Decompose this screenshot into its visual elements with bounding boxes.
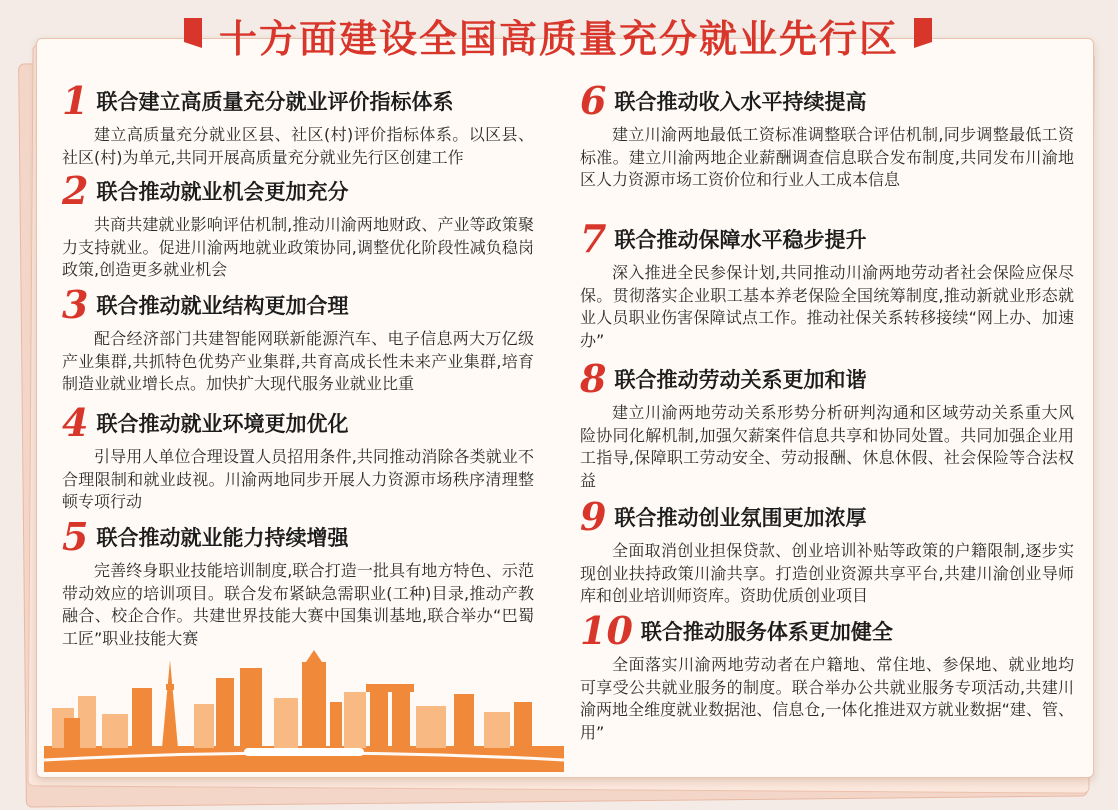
section-number: 8 — [580, 356, 607, 401]
section-heading: 联合推动创业氛围更加浓厚 — [614, 506, 867, 530]
section-heading: 联合推动就业机会更加充分 — [96, 180, 349, 204]
section-1 — [62, 78, 534, 169]
section-body: 全面取消创业担保贷款、创业培训补贴等政策的户籍限制,逐步实现创业扶持政策川渝共享。打造创业资源共享平台,共建川渝创业导师库和创业培训师资库。资助优质创业项目 — [580, 541, 1074, 605]
section-heading: 联合推动就业结构更加合理 — [96, 294, 349, 318]
section-body: 深入推进全民参保计划,共同推动川渝两地劳动者社会保险应保尽保。贯彻落实企业职工基本养老保险全国统筹制度,推动新就业形态就业人员职业伤害保障试点工作。推动社保关系转移接续“网上办、加速办” — [580, 263, 1074, 350]
section-number: 2 — [62, 168, 89, 213]
section-number: 7 — [580, 216, 607, 261]
section-3 — [62, 282, 534, 396]
section-heading: 联合推动劳动关系更加和谐 — [614, 368, 867, 392]
section-6 — [580, 78, 1074, 192]
section-body: 完善终身职业技能培训制度,联合打造一批具有地方特色、示范带动效应的培训项目。联合发布紧缺急需职业(工种)目录,推动产教融合、校企合作。共建世界技能大赛中国集训基地,联合举办“巴蜀工匠”职业技能大赛 — [62, 561, 534, 648]
section-body: 全面落实川渝两地劳动者在户籍地、常住地、参保地、就业地均可享受公共就业服务的制度。联合举办公共就业服务专项活动,共建川渝两地全维度就业数据池、信息仓,一体化推进双方就业数据“建、管、用” — [580, 655, 1074, 742]
section-5 — [62, 514, 534, 650]
section-10 — [580, 608, 1074, 744]
section-number: 10 — [580, 608, 633, 653]
section-4 — [62, 400, 534, 514]
section-number: 9 — [580, 494, 607, 539]
section-body: 建立川渝两地劳动关系形势分析研判沟通和区域劳动关系重大风险协同化解机制,加强欠薪案件信息共享和协同处置。共同加强企业用工指导,保障职工劳动安全、劳动报酬、休息休假、社会保险等合法权益 — [580, 403, 1074, 490]
section-8 — [580, 356, 1074, 492]
section-heading: 联合推动服务体系更加健全 — [640, 620, 893, 644]
section-number: 3 — [62, 282, 89, 327]
section-heading: 联合推动就业能力持续增强 — [96, 526, 349, 550]
section-9 — [580, 494, 1074, 608]
section-heading: 联合推动保障水平稳步提升 — [614, 228, 867, 252]
section-heading: 联合建立高质量充分就业评价指标体系 — [96, 90, 454, 114]
section-number: 1 — [62, 78, 89, 123]
section-body: 配合经济部门共建智能网联新能源汽车、电子信息两大万亿级产业集群,共抓特色优势产业集群,共育高成长性未来产业集群,培育制造业就业增长点。加快扩大现代服务业就业比重 — [62, 329, 534, 393]
section-body: 建立川渝两地最低工资标准调整联合评估机制,同步调整最低工资标准。建立川渝两地企业薪酬调查信息联合发布制度,共同发布川渝地区人力资源市场工资价位和行业人工成本信息 — [580, 125, 1074, 189]
section-heading: 联合推动就业环境更加优化 — [96, 412, 349, 436]
section-number: 6 — [580, 78, 607, 123]
section-body: 共商共建就业影响评估机制,推动川渝两地财政、产业等政策聚力支持就业。促进川渝两地就业政策协同,调整优化阶段性减负稳岗政策,创造更多就业机会 — [62, 215, 534, 279]
section-7 — [580, 216, 1074, 352]
section-2 — [62, 168, 534, 282]
section-number: 5 — [62, 514, 89, 559]
section-heading: 联合推动收入水平持续提高 — [614, 90, 867, 114]
page-title: 十方面建设全国高质量充分就业先行区 — [218, 16, 899, 61]
city-skyline-illustration — [44, 648, 564, 772]
section-number: 4 — [62, 400, 89, 445]
section-body: 建立高质量充分就业区县、社区(村)评价指标体系。以区县、社区(村)为单元,共同开展高质量充分就业先行区创建工作 — [62, 125, 534, 167]
section-body: 引导用人单位合理设置人员招用条件,共同推动消除各类就业不合理限制和就业歧视。川渝两地同步开展人力资源市场秩序清理整顿专项行动 — [62, 447, 534, 511]
